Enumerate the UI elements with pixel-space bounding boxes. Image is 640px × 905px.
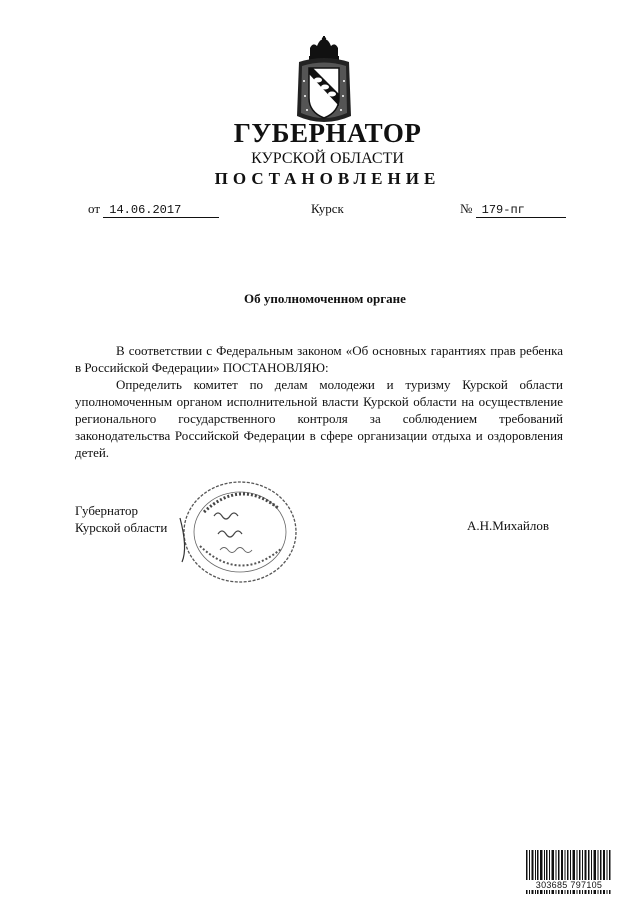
number-value: 179-пг (476, 203, 566, 218)
date-prefix: от (88, 201, 101, 216)
body-paragraph-2-text: Определить комитет по делам молодежи и туризму Курской области уполномоченным органом исполнительной власти Курской области на осуществление регионального государственного контроля за соблюдением требований законодательства Российской Федерации в сфере организации отдыха и оздоровления детей. (75, 377, 563, 460)
coat-of-arms-emblem (293, 36, 355, 124)
document-subtitle: КУРСКОЙ ОБЛАСТИ (251, 150, 404, 167)
date-value: 14.06.2017 (103, 203, 219, 218)
signatory-position-line1: Губернатор (75, 503, 138, 518)
signatory-position-line2: Курской области (75, 520, 168, 535)
body-paragraph-2 (75, 376, 563, 461)
city-field: Курск (311, 201, 344, 216)
document-title: ГУБЕРНАТОР (233, 118, 422, 148)
date-field (88, 201, 219, 218)
number-field (460, 201, 566, 218)
document-subject: Об уполномоченном органе (244, 291, 406, 306)
barcode-number: 303685 797105 (526, 880, 612, 890)
signatory-position (75, 502, 167, 536)
signatory-name: А.Н.Михайлов (467, 518, 549, 533)
body-paragraph-1 (75, 342, 563, 376)
body-paragraph-1-text: В соответствии с Федеральным законом «Об основных гарантиях прав ребенка в Российской Федерации» ПОСТАНОВЛЯЮ: (75, 343, 563, 375)
number-prefix: № (460, 201, 473, 216)
document-type: ПОСТАНОВЛЕНИЕ (214, 169, 441, 188)
official-stamp (174, 478, 300, 588)
